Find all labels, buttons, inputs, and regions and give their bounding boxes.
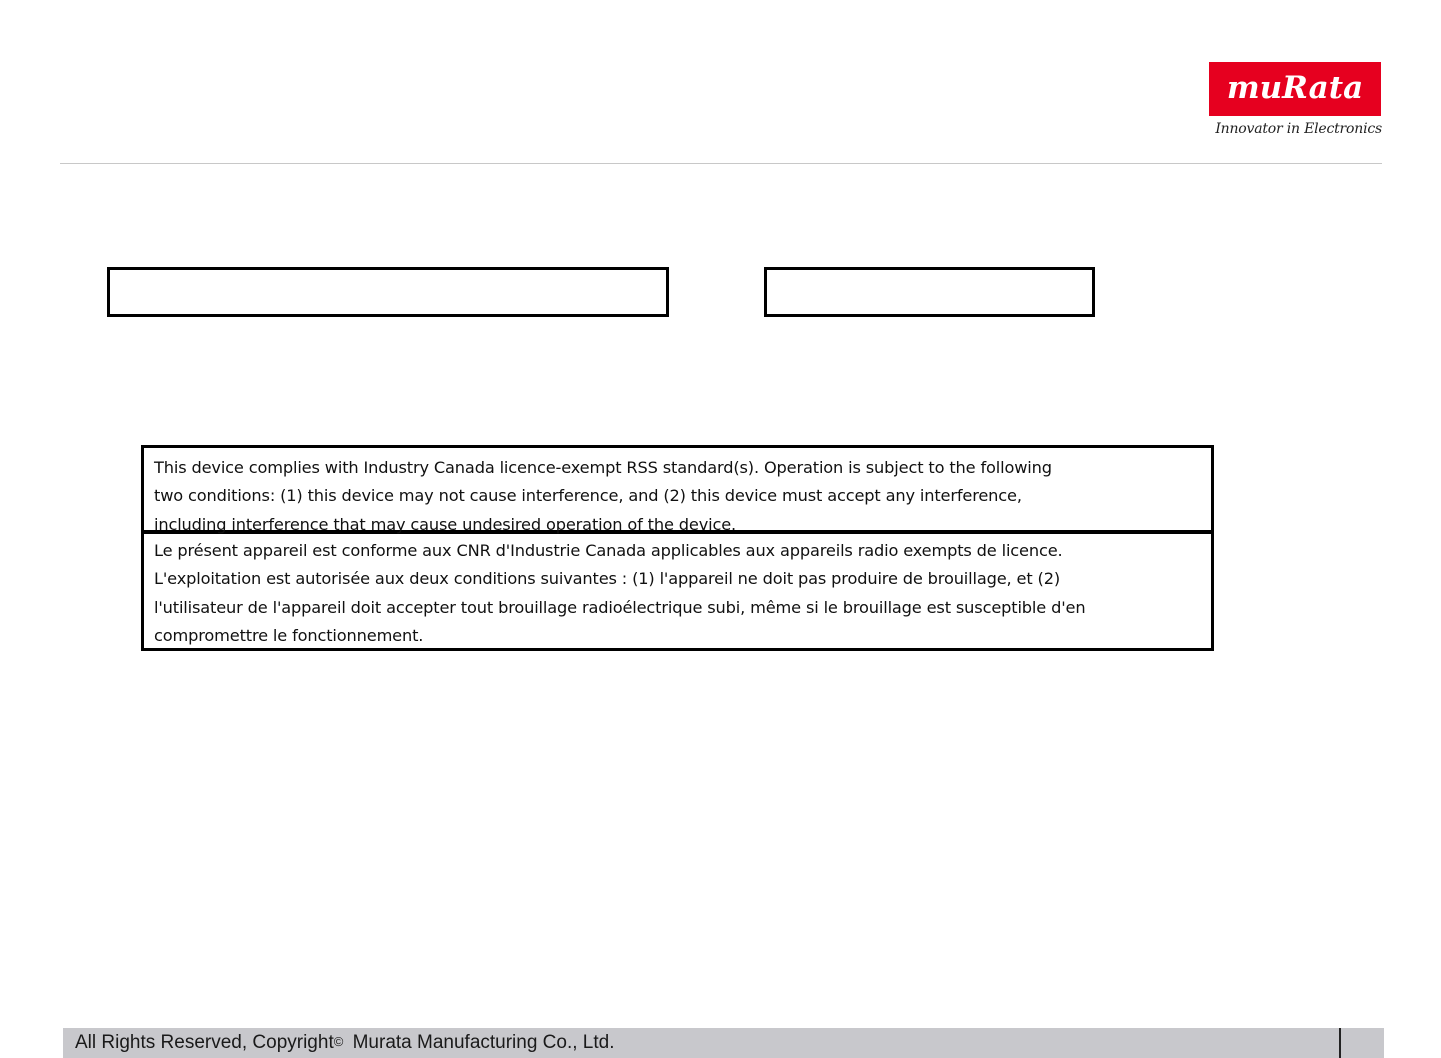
footer-bar [63, 1028, 1384, 1058]
english-line-3: including interference that may cause undesired operation of the device. [154, 514, 737, 534]
french-line-1: Le présent appareil est conforme aux CNR d'Industrie Canada applicables aux appareils radio exempts de licence. [154, 541, 1063, 560]
copyright-symbol: © [333, 1034, 344, 1049]
french-statement [144, 534, 1211, 650]
french-line-4: compromettre le fonctionnement. [154, 625, 424, 645]
footer-divider [1339, 1028, 1341, 1058]
copyright-notice [75, 1032, 615, 1054]
blank-field-box-left [107, 267, 669, 317]
english-statement [144, 448, 1211, 534]
ic-compliance-statement [141, 445, 1214, 651]
copyright-prefix: All Rights Reserved, Copyright [75, 1032, 334, 1053]
logo-tagline: Innovator in Electronics [1215, 121, 1382, 137]
blank-field-box-right [764, 267, 1095, 317]
english-line-2: two conditions: (1) this device may not cause interference, and (2) this device must accept any interference, [154, 486, 1022, 506]
murata-logo [1209, 62, 1382, 137]
logo-wordmark: muRata [1226, 69, 1364, 106]
french-line-2: L'exploitation est autorisée aux deux conditions suivantes : (1) l'appareil ne doit pas produire de brouillage, et (2) [154, 569, 1061, 589]
logo-badge [1209, 62, 1381, 116]
header-divider [60, 163, 1382, 164]
copyright-company: Murata Manufacturing Co., Ltd. [352, 1032, 615, 1053]
french-line-3: l'utilisateur de l'appareil doit accepter tout brouillage radioélectrique subi, même si le brouillage est susceptible d'en [154, 597, 1086, 617]
english-line-1: This device complies with Industry Canada licence-exempt RSS standard(s). Operation is subject to the following [154, 458, 1052, 477]
